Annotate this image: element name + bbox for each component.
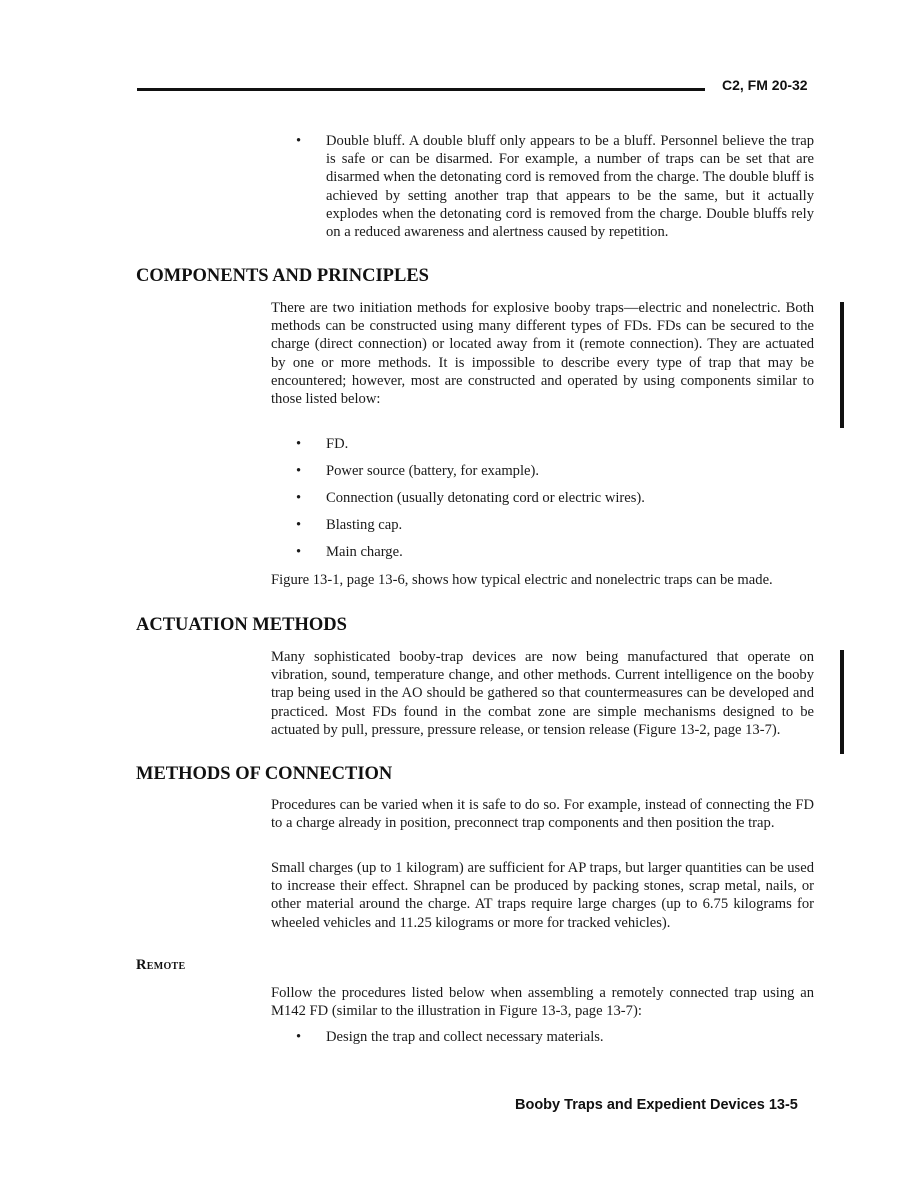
components-paragraph: There are two initiation methods for explosive booby traps—electric and nonelectric. Both methods can be constructed using many different types of FDs. FDs can be secured to the charge (direct connection) or located away from it (remote connection). They are actuated by one or more methods. It is impossible to describe every type of trap that may be encountered; however, most are constructed and operated by using components similar to those listed below: <box>271 300 814 408</box>
component-item: Blasting cap. <box>326 517 403 533</box>
change-bar <box>840 302 844 428</box>
bullet-icon: • <box>296 544 302 560</box>
component-item: Power source (battery, for example). <box>326 463 540 479</box>
component-item: Main charge. <box>326 544 403 560</box>
bullet-icon: • <box>296 463 302 479</box>
section-heading-actuation: ACTUATION METHODS <box>136 615 347 635</box>
component-item: Connection (usually detonating cord or electric wires). <box>326 490 645 506</box>
document-code: C2, FM 20-32 <box>722 77 808 93</box>
remote-item: Design the trap and collect necessary materials. <box>326 1029 604 1045</box>
bullet-icon: • <box>296 1029 302 1045</box>
section-heading-connection: METHODS OF CONNECTION <box>136 764 393 784</box>
bullet-icon: • <box>296 517 302 533</box>
bullet-icon: • <box>296 490 302 506</box>
remote-paragraph: Follow the procedures listed below when assembling a remotely connected trap using an M142 FD (similar to the illustration in Figure 13-3, page 13-7): <box>271 985 814 1020</box>
connection-paragraph-2: Small charges (up to 1 kilogram) are sufficient for AP traps, but larger quantities can be used to increase their effect. Shrapnel can be produced by packing stones, scrap metal, nails, or other material around the charge. AT traps require large charges (up to 6.75 kilograms for wheeled vehicles and 11.25 kilograms or more for tracked vehicles). <box>271 860 814 931</box>
section-heading-components: COMPONENTS AND PRINCIPLES <box>136 266 429 286</box>
header-rule <box>137 88 705 91</box>
subsection-heading-remote: Remote <box>136 957 186 973</box>
figure-note-paragraph: Figure 13-1, page 13-6, shows how typical electric and nonelectric traps can be made. <box>271 572 773 588</box>
bullet-icon: • <box>296 133 302 149</box>
actuation-paragraph: Many sophisticated booby-trap devices are now being manufactured that operate on vibration, sound, temperature change, and other methods. Current intelligence on the booby trap being used in the AO should be gathered so that countermeasures can be developed and practiced. Most FDs found in the combat zone are simple mechanisms designed to be actuated by pull, pressure, pressure release, or tension release (Figure 13-2, page 13-7). <box>271 649 814 738</box>
double-bluff-text: Double bluff. A double bluff only appears to be a bluff. Personnel believe the trap is safe or can be disarmed. For example, a number of traps can be set that are disarmed when the detonating cord is removed from the charge. The double bluff is achieved by setting another trap that appears to be the same, but it actually explodes when the detonating cord is removed from the charge. Double bluffs rely on a reduced awareness and alertness caused by repetition. <box>326 133 814 241</box>
change-bar <box>840 650 844 754</box>
connection-paragraph-1: Procedures can be varied when it is safe to do so. For example, instead of connecting the FD to a charge already in position, preconnect trap components and then position the trap. <box>271 797 814 832</box>
bullet-icon: • <box>296 436 302 452</box>
component-item: FD. <box>326 436 349 452</box>
page-footer: Booby Traps and Expedient Devices 13-5 <box>515 1097 798 1113</box>
